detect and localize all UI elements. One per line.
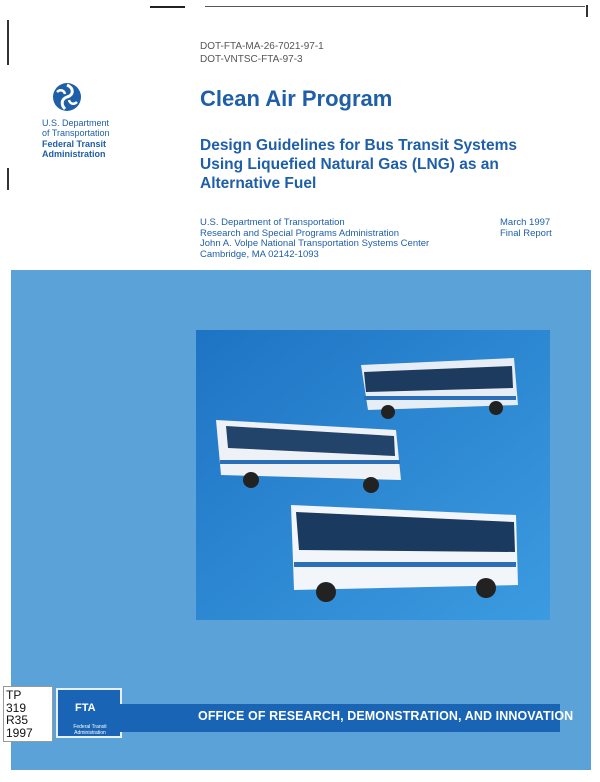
report-id: DOT-FTA-MA-26-7021-97-1 [200, 41, 324, 52]
buses-photo [196, 330, 550, 620]
top-border-line [150, 6, 185, 8]
call-number-line: 319 [6, 700, 27, 715]
buses-illustration [196, 330, 550, 620]
administration-name [42, 139, 106, 159]
date-block [500, 218, 552, 239]
administration-line: Administration [42, 149, 106, 159]
fta-abbr: FTA [75, 702, 96, 714]
report-id: DOT-VNTSC-FTA-97-3 [200, 54, 303, 65]
agency-line: John A. Volpe National Transportation Systems Center [200, 238, 430, 249]
bus-icon [291, 505, 518, 602]
call-number-line: 1997 [6, 725, 33, 740]
department-line: U.S. Department [42, 118, 110, 128]
report-date: March 1997 [500, 217, 551, 228]
office-name: OFFICE OF RESEARCH, DEMONSTRATION, AND INNOVATION [198, 709, 574, 723]
department-name [42, 118, 110, 138]
administration-line: Federal Transit [42, 139, 107, 149]
report-title: Design Guidelines for Bus Transit Systems Using Liquefied Natural Gas (LNG) as an Alternative Fuel [200, 137, 517, 192]
program-title: Clean Air Program [200, 86, 393, 111]
dot-logo-icon [52, 82, 82, 112]
report-ids [200, 40, 324, 66]
fta-logo-icon [56, 688, 122, 738]
agency-line: Cambridge, MA 02142-1093 [200, 248, 319, 260]
call-number-line: R35 [6, 713, 29, 727]
left-border-line [7, 168, 9, 190]
report-type: Final Report [500, 227, 552, 239]
fta-name: Federal Transit Administration [73, 724, 107, 736]
agency-line: Research and Special Programs Administration [200, 227, 400, 239]
call-number-label [3, 686, 53, 742]
left-border-line [7, 20, 9, 65]
agency-line: U.S. Department of Transportation [200, 217, 345, 228]
right-border-line [586, 5, 588, 17]
department-line: of Transportation [42, 128, 110, 138]
agency-block [200, 218, 429, 260]
call-number-line: TP [6, 688, 22, 702]
top-border-line [205, 6, 585, 7]
